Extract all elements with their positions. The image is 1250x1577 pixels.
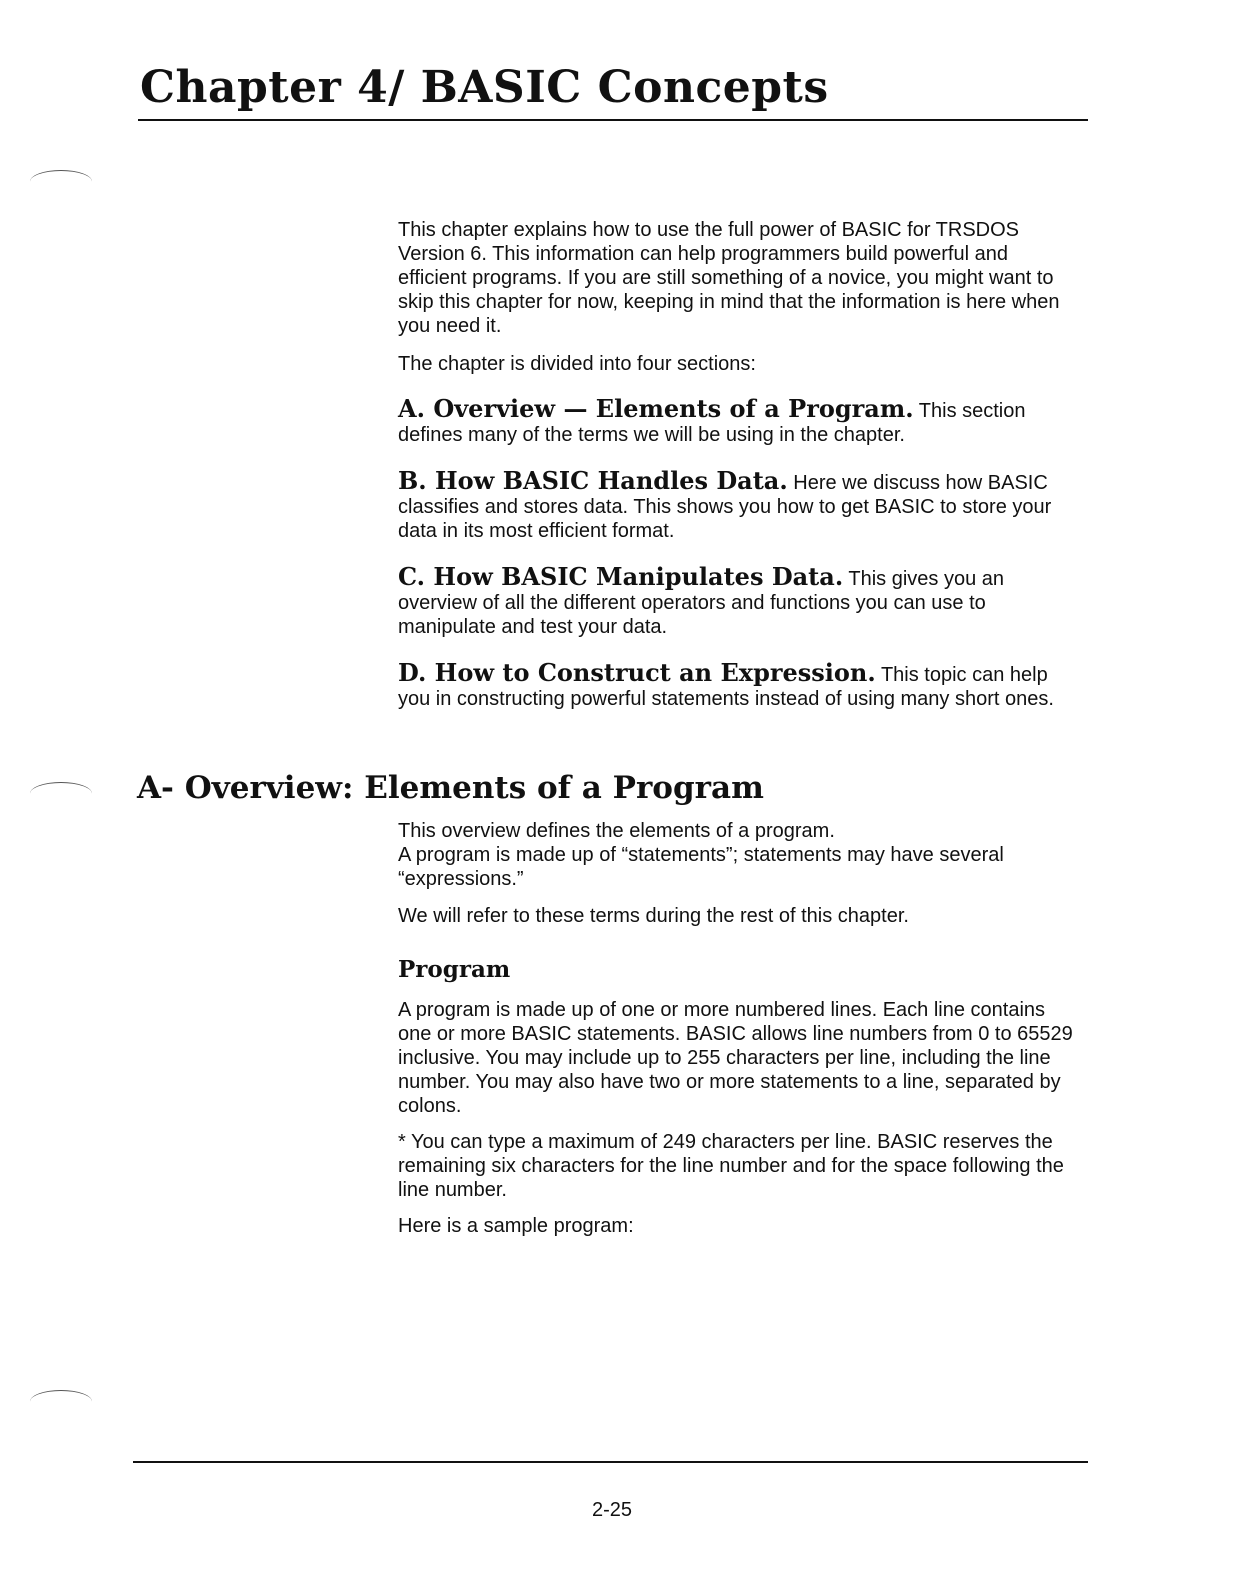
section-text: Here we discuss how BASIC classifies and stores data. This shows you how to get BASIC to store your data in its most efficient format.: [398, 472, 1052, 542]
section-item-b: [398, 466, 1088, 543]
section-lead: D. How to Construct an Expression.: [398, 658, 876, 687]
section-lead: C. How BASIC Manipulates Data.: [398, 562, 844, 591]
program-paragraph: Here is a sample program:: [398, 1215, 634, 1237]
section-description: [398, 466, 1088, 543]
scan-mark: [30, 1390, 92, 1413]
page-number: 2-25: [591, 1499, 633, 1521]
footer-rule: [133, 1461, 1088, 1463]
title-rule: [138, 119, 1088, 121]
overview-line: A program is made up of “statements”; statements may have several “expressions.”: [398, 844, 1004, 890]
section-lead: A. Overview — Elements of a Program.: [398, 394, 914, 423]
overview-block: [398, 819, 1088, 928]
section-text: This section defines many of the terms we will be using in the chapter.: [398, 400, 1026, 446]
program-note: * You can type a maximum of 249 characters per line. BASIC reserves the remaining six characters for the line number and for the space following the line number.: [398, 1131, 1064, 1201]
section-description: [398, 562, 1062, 639]
section-item-d: [398, 658, 1078, 711]
program-paragraph: A program is made up of one or more numbered lines. Each line contains one or more BASIC statements. BASIC allows line numbers from 0 to 65529 inclusive. You may include up to 255 characters per line, including the line number. You may also have two or more statements to a line, separated by colons.: [398, 999, 1073, 1117]
scan-mark: [30, 170, 92, 193]
scan-mark: [30, 782, 92, 805]
program-block: [398, 998, 1080, 1238]
section-item-c: [398, 562, 1062, 639]
overview-line: This overview defines the elements of a program.: [398, 820, 835, 842]
intro-block: [398, 218, 1078, 376]
section-description: [398, 394, 1070, 447]
section-lead: B. How BASIC Handles Data.: [398, 466, 788, 495]
section-description: [398, 658, 1078, 711]
intro-sections-line: The chapter is divided into four sections:: [398, 353, 756, 375]
overview-paragraph: We will refer to these terms during the rest of this chapter.: [398, 905, 909, 927]
section-item-a: [398, 394, 1070, 447]
section-text: This gives you an overview of all the different operators and functions you can use to manipulate and test your data.: [398, 568, 1005, 638]
section-text: This topic can help you in constructing powerful statements instead of using many short ones.: [398, 664, 1054, 710]
intro-paragraph: This chapter explains how to use the full power of BASIC for TRSDOS Version 6. This information can help programmers build powerful and efficient programs. If you are still something of a novice, you might want to skip this chapter for now, keeping in mind that the information is here when you need it.: [398, 219, 1060, 337]
chapter-title: Chapter 4/ BASIC Concepts: [140, 62, 829, 113]
sub-heading: Program: [398, 956, 511, 983]
section-heading: A- Overview: Elements of a Program: [137, 770, 764, 806]
